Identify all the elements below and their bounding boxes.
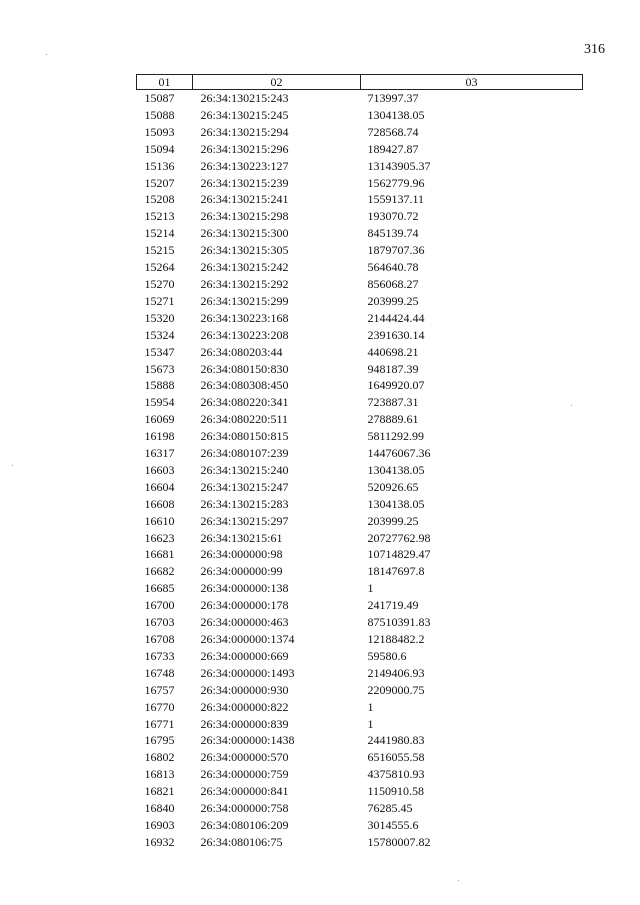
cell-col-02: 26:34:130223:208	[200, 327, 289, 342]
cell-col-03: 564640.78	[367, 260, 419, 275]
cell-col-02: 26:34:130215:305	[200, 243, 289, 258]
table-row	[137, 749, 583, 766]
header-col-03: 03	[361, 75, 583, 90]
cell-col-03: 278889.61	[367, 412, 419, 427]
cell-col-01: 16608	[144, 496, 175, 511]
table-row	[137, 90, 583, 107]
table-row	[137, 614, 583, 631]
cell-col-01: 16771	[144, 716, 175, 731]
cell-col-03: 87510391.83	[367, 615, 431, 630]
table-row	[137, 631, 583, 648]
cell-col-02: 26:34:130215:297	[200, 513, 289, 528]
cell-col-01: 15888	[144, 378, 175, 393]
cell-col-01: 15087	[144, 91, 175, 105]
cell-col-02: 26:34:130215:242	[200, 260, 289, 275]
cell-col-01: 16703	[144, 615, 175, 630]
cell-col-01: 15673	[144, 361, 175, 376]
table-body	[137, 90, 583, 851]
cell-col-02: 26:34:130215:294	[200, 124, 289, 139]
cell-col-01: 16604	[144, 479, 175, 494]
cell-col-03: 189427.87	[367, 141, 419, 156]
cell-col-01: 15954	[144, 395, 175, 410]
cell-col-01: 16069	[144, 412, 175, 427]
cell-col-02: 26:34:000000:1438	[200, 733, 295, 748]
cell-col-03: 15780007.82	[367, 834, 431, 849]
cell-col-02: 26:34:130215:239	[200, 175, 289, 190]
cell-col-03: 12188482.2	[367, 632, 425, 646]
scan-speck	[571, 405, 572, 406]
header-row	[137, 75, 583, 90]
cell-col-02: 26:34:000000:99	[200, 564, 283, 579]
cell-col-03: 76285.45	[367, 801, 413, 816]
cell-col-02: 26:34:000000:570	[200, 750, 289, 765]
table-row	[137, 191, 583, 208]
cell-col-02: 26:34:000000:930	[200, 682, 289, 697]
cell-col-03: 4375810.93	[367, 767, 425, 782]
cell-col-02: 26:34:080150:815	[200, 429, 289, 444]
cell-col-01: 16317	[144, 446, 175, 461]
cell-col-02: 26:34:130215:299	[200, 293, 289, 308]
scan-speck	[458, 880, 459, 881]
cell-col-01: 15347	[144, 344, 175, 359]
cell-col-02: 26:34:080150:830	[200, 361, 289, 376]
table-row	[137, 208, 583, 225]
table-row	[137, 225, 583, 242]
header-col-01: 01	[137, 75, 193, 90]
cell-col-03: 845139.74	[367, 226, 419, 241]
cell-col-02: 26:34:080220:511	[200, 412, 289, 427]
table-row	[137, 732, 583, 749]
cell-col-02: 26:34:080107:239	[200, 446, 289, 461]
cell-col-02: 26:34:130223:168	[200, 310, 289, 325]
cell-col-02: 26:34:000000:822	[200, 699, 289, 714]
table-row	[137, 479, 583, 496]
cell-col-02: 26:34:000000:1374	[200, 632, 295, 646]
data-table-container	[136, 74, 582, 851]
cell-col-03: 1304138.05	[367, 107, 425, 122]
cell-col-01: 16813	[144, 767, 175, 782]
cell-col-01: 16700	[144, 598, 175, 613]
cell-col-03: 1	[367, 699, 374, 714]
cell-col-03: 1879707.36	[367, 243, 425, 258]
cell-col-03: 5811292.99	[367, 429, 425, 444]
cell-col-02: 26:34:130215:245	[200, 107, 289, 122]
table-row	[137, 293, 583, 310]
cell-col-02: 26:34:130215:61	[200, 530, 283, 545]
scan-speck	[46, 54, 47, 55]
table-row	[137, 377, 583, 394]
table-row	[137, 411, 583, 428]
cell-col-02: 26:34:130215:240	[200, 462, 289, 477]
page-number: 316	[584, 42, 605, 57]
table-row	[137, 158, 583, 175]
cell-col-02: 26:34:130215:247	[200, 479, 289, 494]
cell-col-03: 1304138.05	[367, 462, 425, 477]
cell-col-01: 15136	[144, 158, 175, 173]
cell-col-02: 26:34:130215:283	[200, 496, 289, 511]
cell-col-01: 15214	[144, 226, 175, 241]
cell-col-03: 193070.72	[367, 209, 419, 224]
cell-col-02: 26:34:000000:669	[200, 648, 289, 663]
table-row	[137, 817, 583, 834]
cell-col-01: 16795	[144, 733, 175, 748]
cell-col-01: 16623	[144, 530, 175, 545]
cell-col-02: 26:34:000000:1493	[200, 665, 295, 680]
table-row	[137, 276, 583, 293]
cell-col-03: 10714829.47	[367, 547, 431, 562]
cell-col-01: 16610	[144, 513, 175, 528]
cell-col-03: 1649920.07	[367, 378, 425, 393]
cell-col-01: 15208	[144, 192, 175, 207]
cell-col-01: 15324	[144, 327, 175, 342]
cell-col-02: 26:34:130215:243	[200, 91, 289, 105]
table-row	[137, 107, 583, 124]
cell-col-01: 15094	[144, 141, 175, 156]
table-row	[137, 546, 583, 563]
cell-col-03: 2144424.44	[367, 310, 425, 325]
table-row	[137, 327, 583, 344]
table-row	[137, 344, 583, 361]
table-row	[137, 766, 583, 783]
cell-col-03: 59580.6	[367, 648, 407, 663]
cell-col-01: 15207	[144, 175, 175, 190]
cell-col-01: 15264	[144, 260, 175, 275]
cell-col-01: 16733	[144, 648, 175, 663]
table-row	[137, 699, 583, 716]
cell-col-01: 15320	[144, 310, 175, 325]
cell-col-01: 16198	[144, 429, 175, 444]
table-row	[137, 124, 583, 141]
cell-col-01: 16685	[144, 581, 175, 596]
table-row	[137, 580, 583, 597]
data-table	[136, 74, 583, 851]
cell-col-01: 16770	[144, 699, 175, 714]
cell-col-01: 16603	[144, 462, 175, 477]
cell-col-02: 26:34:130215:298	[200, 209, 289, 224]
cell-col-01: 16903	[144, 817, 175, 832]
table-row	[137, 834, 583, 851]
table-row	[137, 648, 583, 665]
table-row	[137, 242, 583, 259]
table-row	[137, 800, 583, 817]
cell-col-03: 20727762.98	[367, 530, 431, 545]
cell-col-02: 26:34:080106:209	[200, 817, 289, 832]
table-row	[137, 394, 583, 411]
cell-col-03: 1559137.11	[367, 192, 425, 207]
cell-col-03: 18147697.8	[367, 564, 425, 579]
cell-col-03: 6516055.58	[367, 750, 425, 765]
cell-col-03: 1150910.58	[367, 784, 425, 799]
cell-col-03: 1562779.96	[367, 175, 425, 190]
cell-col-01: 15213	[144, 209, 175, 224]
cell-col-01: 15215	[144, 243, 175, 258]
cell-col-03: 2209000.75	[367, 682, 425, 697]
table-row	[137, 310, 583, 327]
cell-col-01: 15088	[144, 107, 175, 122]
cell-col-03: 440698.21	[367, 344, 419, 359]
cell-col-01: 16681	[144, 547, 175, 562]
table-row	[137, 530, 583, 547]
cell-col-02: 26:34:130223:127	[200, 158, 289, 173]
cell-col-02: 26:34:130215:292	[200, 276, 289, 291]
table-row	[137, 563, 583, 580]
cell-col-02: 26:34:000000:178	[200, 598, 289, 613]
cell-col-03: 241719.49	[367, 598, 419, 613]
table-row	[137, 259, 583, 276]
cell-col-03: 2149406.93	[367, 665, 425, 680]
table-header	[137, 75, 583, 90]
cell-col-03: 728568.74	[367, 124, 419, 139]
cell-col-01: 15093	[144, 124, 175, 139]
cell-col-01: 15270	[144, 276, 175, 291]
table-row	[137, 682, 583, 699]
cell-col-01: 16932	[144, 834, 175, 849]
cell-col-03: 14476067.36	[367, 446, 431, 461]
cell-col-01: 16840	[144, 801, 175, 816]
table-row	[137, 428, 583, 445]
table-row	[137, 445, 583, 462]
cell-col-02: 26:34:000000:98	[200, 547, 283, 562]
cell-col-02: 26:34:130215:300	[200, 226, 289, 241]
table-row	[137, 513, 583, 530]
table-row	[137, 783, 583, 800]
cell-col-03: 723887.31	[367, 395, 419, 410]
cell-col-01: 16802	[144, 750, 175, 765]
table-row	[137, 462, 583, 479]
cell-col-03: 713997.37	[367, 91, 419, 105]
cell-col-03: 1304138.05	[367, 496, 425, 511]
cell-col-01: 16682	[144, 564, 175, 579]
table-row	[137, 665, 583, 682]
cell-col-03: 3014555.6	[367, 817, 419, 832]
cell-col-03: 203999.25	[367, 293, 419, 308]
cell-col-01: 16748	[144, 665, 175, 680]
cell-col-02: 26:34:000000:839	[200, 716, 289, 731]
table-row	[137, 361, 583, 378]
cell-col-03: 1	[367, 581, 374, 596]
cell-col-01: 16757	[144, 682, 175, 697]
cell-col-03: 13143905.37	[367, 158, 431, 173]
cell-col-02: 26:34:000000:841	[200, 784, 289, 799]
cell-col-01: 16708	[144, 632, 175, 646]
cell-col-02: 26:34:130215:296	[200, 141, 289, 156]
cell-col-03: 948187.39	[367, 361, 419, 376]
cell-col-02: 26:34:080203:44	[200, 344, 283, 359]
cell-col-03: 856068.27	[367, 276, 419, 291]
header-col-02: 02	[193, 75, 361, 90]
table-row	[137, 496, 583, 513]
table-row	[137, 141, 583, 158]
table-row	[137, 716, 583, 733]
cell-col-02: 26:34:000000:759	[200, 767, 289, 782]
cell-col-01: 16821	[144, 784, 175, 799]
cell-col-02: 26:34:080308:450	[200, 378, 289, 393]
scan-speck	[12, 465, 13, 466]
table-row	[137, 597, 583, 614]
cell-col-02: 26:34:000000:758	[200, 801, 289, 816]
table-row	[137, 175, 583, 192]
cell-col-03: 2441980.83	[367, 733, 425, 748]
cell-col-03: 2391630.14	[367, 327, 425, 342]
cell-col-02: 26:34:080106:75	[200, 834, 283, 849]
cell-col-02: 26:34:130215:241	[200, 192, 289, 207]
cell-col-02: 26:34:000000:463	[200, 615, 289, 630]
cell-col-02: 26:34:000000:138	[200, 581, 289, 596]
cell-col-01: 15271	[144, 293, 175, 308]
cell-col-03: 520926.65	[367, 479, 419, 494]
cell-col-03: 1	[367, 716, 374, 731]
cell-col-02: 26:34:080220:341	[200, 395, 289, 410]
cell-col-03: 203999.25	[367, 513, 419, 528]
